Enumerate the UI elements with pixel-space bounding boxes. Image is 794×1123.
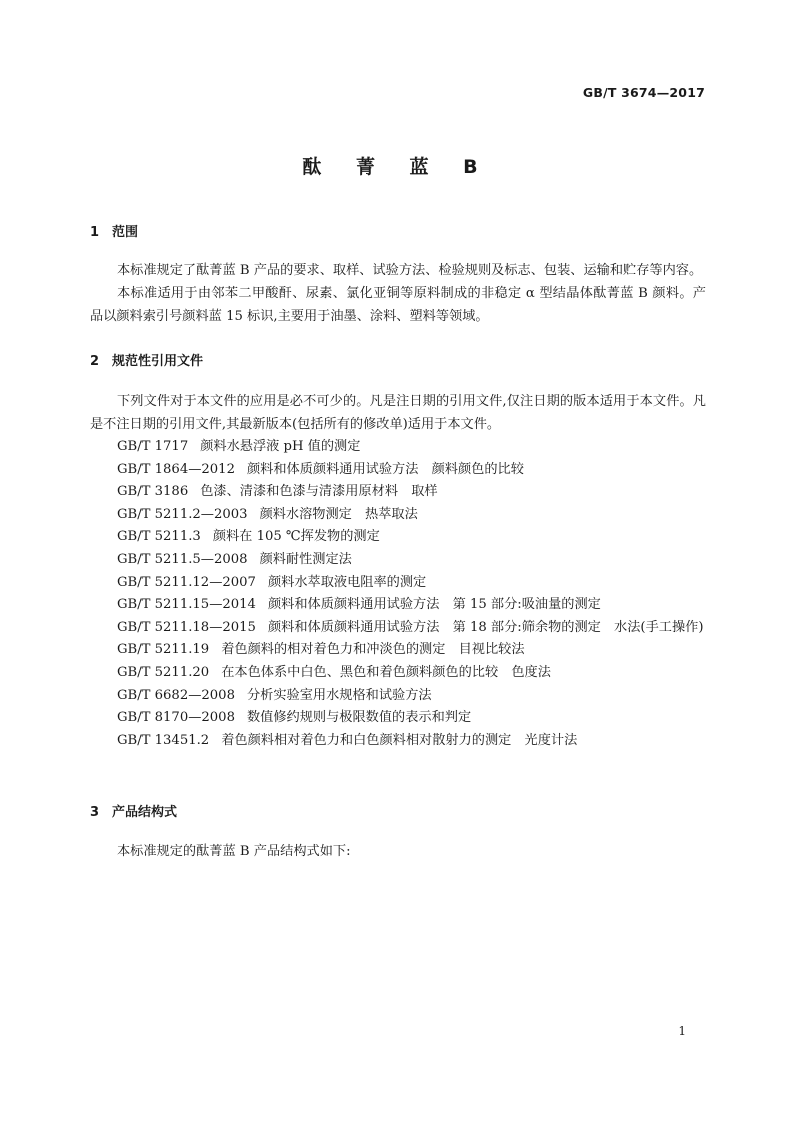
reference-code: GB/T 5211.3 xyxy=(117,529,201,545)
reference-title: 颜料耐性测定法 xyxy=(259,551,352,567)
reference-item xyxy=(90,730,706,753)
standard-code: GB/T 3674—2017 xyxy=(582,85,705,100)
reference-item xyxy=(90,662,706,685)
reference-title: 着色颜料的相对着色力和冲淡色的测定 目视比较法 xyxy=(221,642,525,658)
reference-code: GB/T 5211.12—2007 xyxy=(117,574,256,590)
section-1-number: 1 xyxy=(90,225,100,240)
section-3-number: 3 xyxy=(90,805,100,820)
reference-title: 颜料和体质颜料通用试验方法 第 18 部分:筛余物的测定 水法(手工操作) xyxy=(267,619,704,635)
reference-title: 色漆、清漆和色漆与清漆用原材料 取样 xyxy=(200,484,438,500)
reference-code: GB/T 5211.5—2008 xyxy=(117,551,248,567)
reference-title: 颜料水溶物测定 热萃取法 xyxy=(259,506,418,522)
section-2-heading xyxy=(90,350,203,369)
reference-code: GB/T 6682—2008 xyxy=(117,687,235,703)
reference-title: 在本色体系中白色、黑色和着色颜料颜色的比较 色度法 xyxy=(221,664,551,680)
reference-list xyxy=(90,436,706,752)
reference-title: 颜料在 105 ℃挥发物的测定 xyxy=(212,529,380,545)
reference-item xyxy=(90,436,706,459)
reference-code: GB/T 5211.19 xyxy=(117,642,210,658)
section-3-title: 产品结构式 xyxy=(112,805,178,820)
reference-title: 分析实验室用水规格和试验方法 xyxy=(246,687,432,703)
reference-item xyxy=(90,504,706,527)
section-1-title: 范围 xyxy=(112,225,139,240)
document-title: 酞 菁 蓝 B xyxy=(302,156,492,178)
section-3-paragraph-1: 本标准规定的酞菁蓝 B 产品结构式如下: xyxy=(117,844,351,859)
reference-code: GB/T 5211.18—2015 xyxy=(117,619,256,635)
reference-code: GB/T 5211.20 xyxy=(117,664,210,680)
reference-item xyxy=(90,481,706,504)
reference-item xyxy=(90,526,706,549)
reference-item xyxy=(90,572,706,595)
section-1-paragraph-1: 本标准规定了酞菁蓝 B 产品的要求、取样、试验方法、检验规则及标志、包装、运输和贮存等内容。 xyxy=(117,263,703,278)
reference-code: GB/T 5211.15—2014 xyxy=(117,597,256,613)
reference-item xyxy=(90,459,706,482)
reference-code: GB/T 5211.2—2003 xyxy=(117,506,248,522)
reference-title: 着色颜料相对着色力和白色颜料相对散射力的测定 光度计法 xyxy=(221,732,578,748)
section-2-number: 2 xyxy=(90,354,100,369)
reference-code: GB/T 13451.2 xyxy=(117,732,210,748)
reference-title: 颜料和体质颜料通用试验方法 第 15 部分:吸油量的测定 xyxy=(267,597,601,613)
reference-item xyxy=(90,617,706,640)
reference-title: 颜料水萃取液电阻率的测定 xyxy=(267,574,427,590)
section-3-heading xyxy=(90,801,177,820)
page-number: 1 xyxy=(678,1024,686,1038)
reference-code: GB/T 8170—2008 xyxy=(117,710,235,726)
reference-item xyxy=(90,707,706,730)
reference-title: 颜料和体质颜料通用试验方法 颜料颜色的比较 xyxy=(246,461,524,477)
reference-item xyxy=(90,639,706,662)
reference-code: GB/T 1864—2012 xyxy=(117,461,235,477)
reference-code: GB/T 3186 xyxy=(117,484,189,500)
section-2-title: 规范性引用文件 xyxy=(112,354,204,369)
section-1-heading xyxy=(90,221,138,240)
reference-title: 数值修约规则与极限数值的表示和判定 xyxy=(246,710,472,726)
section-1-paragraph-2: 本标准适用于由邻苯二甲酸酐、尿素、氯化亚铜等原料制成的非稳定 α 型结晶体酞菁蓝 B 颜料。产品以颜料索引号颜料蓝 15 标识,主要用于油墨、涂料、塑料等领域。 xyxy=(90,286,706,324)
reference-item xyxy=(90,549,706,572)
reference-code: GB/T 1717 xyxy=(117,439,189,454)
reference-item xyxy=(90,594,706,617)
reference-item xyxy=(90,685,706,708)
reference-title: 颜料水悬浮液 pH 值的测定 xyxy=(200,439,361,454)
section-2-intro: 下列文件对于本文件的应用是必不可少的。凡是注日期的引用文件,仅注日期的版本适用于本文件。凡是不注日期的引用文件,其最新版本(包括所有的修改单)适用于本文件。 xyxy=(90,394,706,432)
